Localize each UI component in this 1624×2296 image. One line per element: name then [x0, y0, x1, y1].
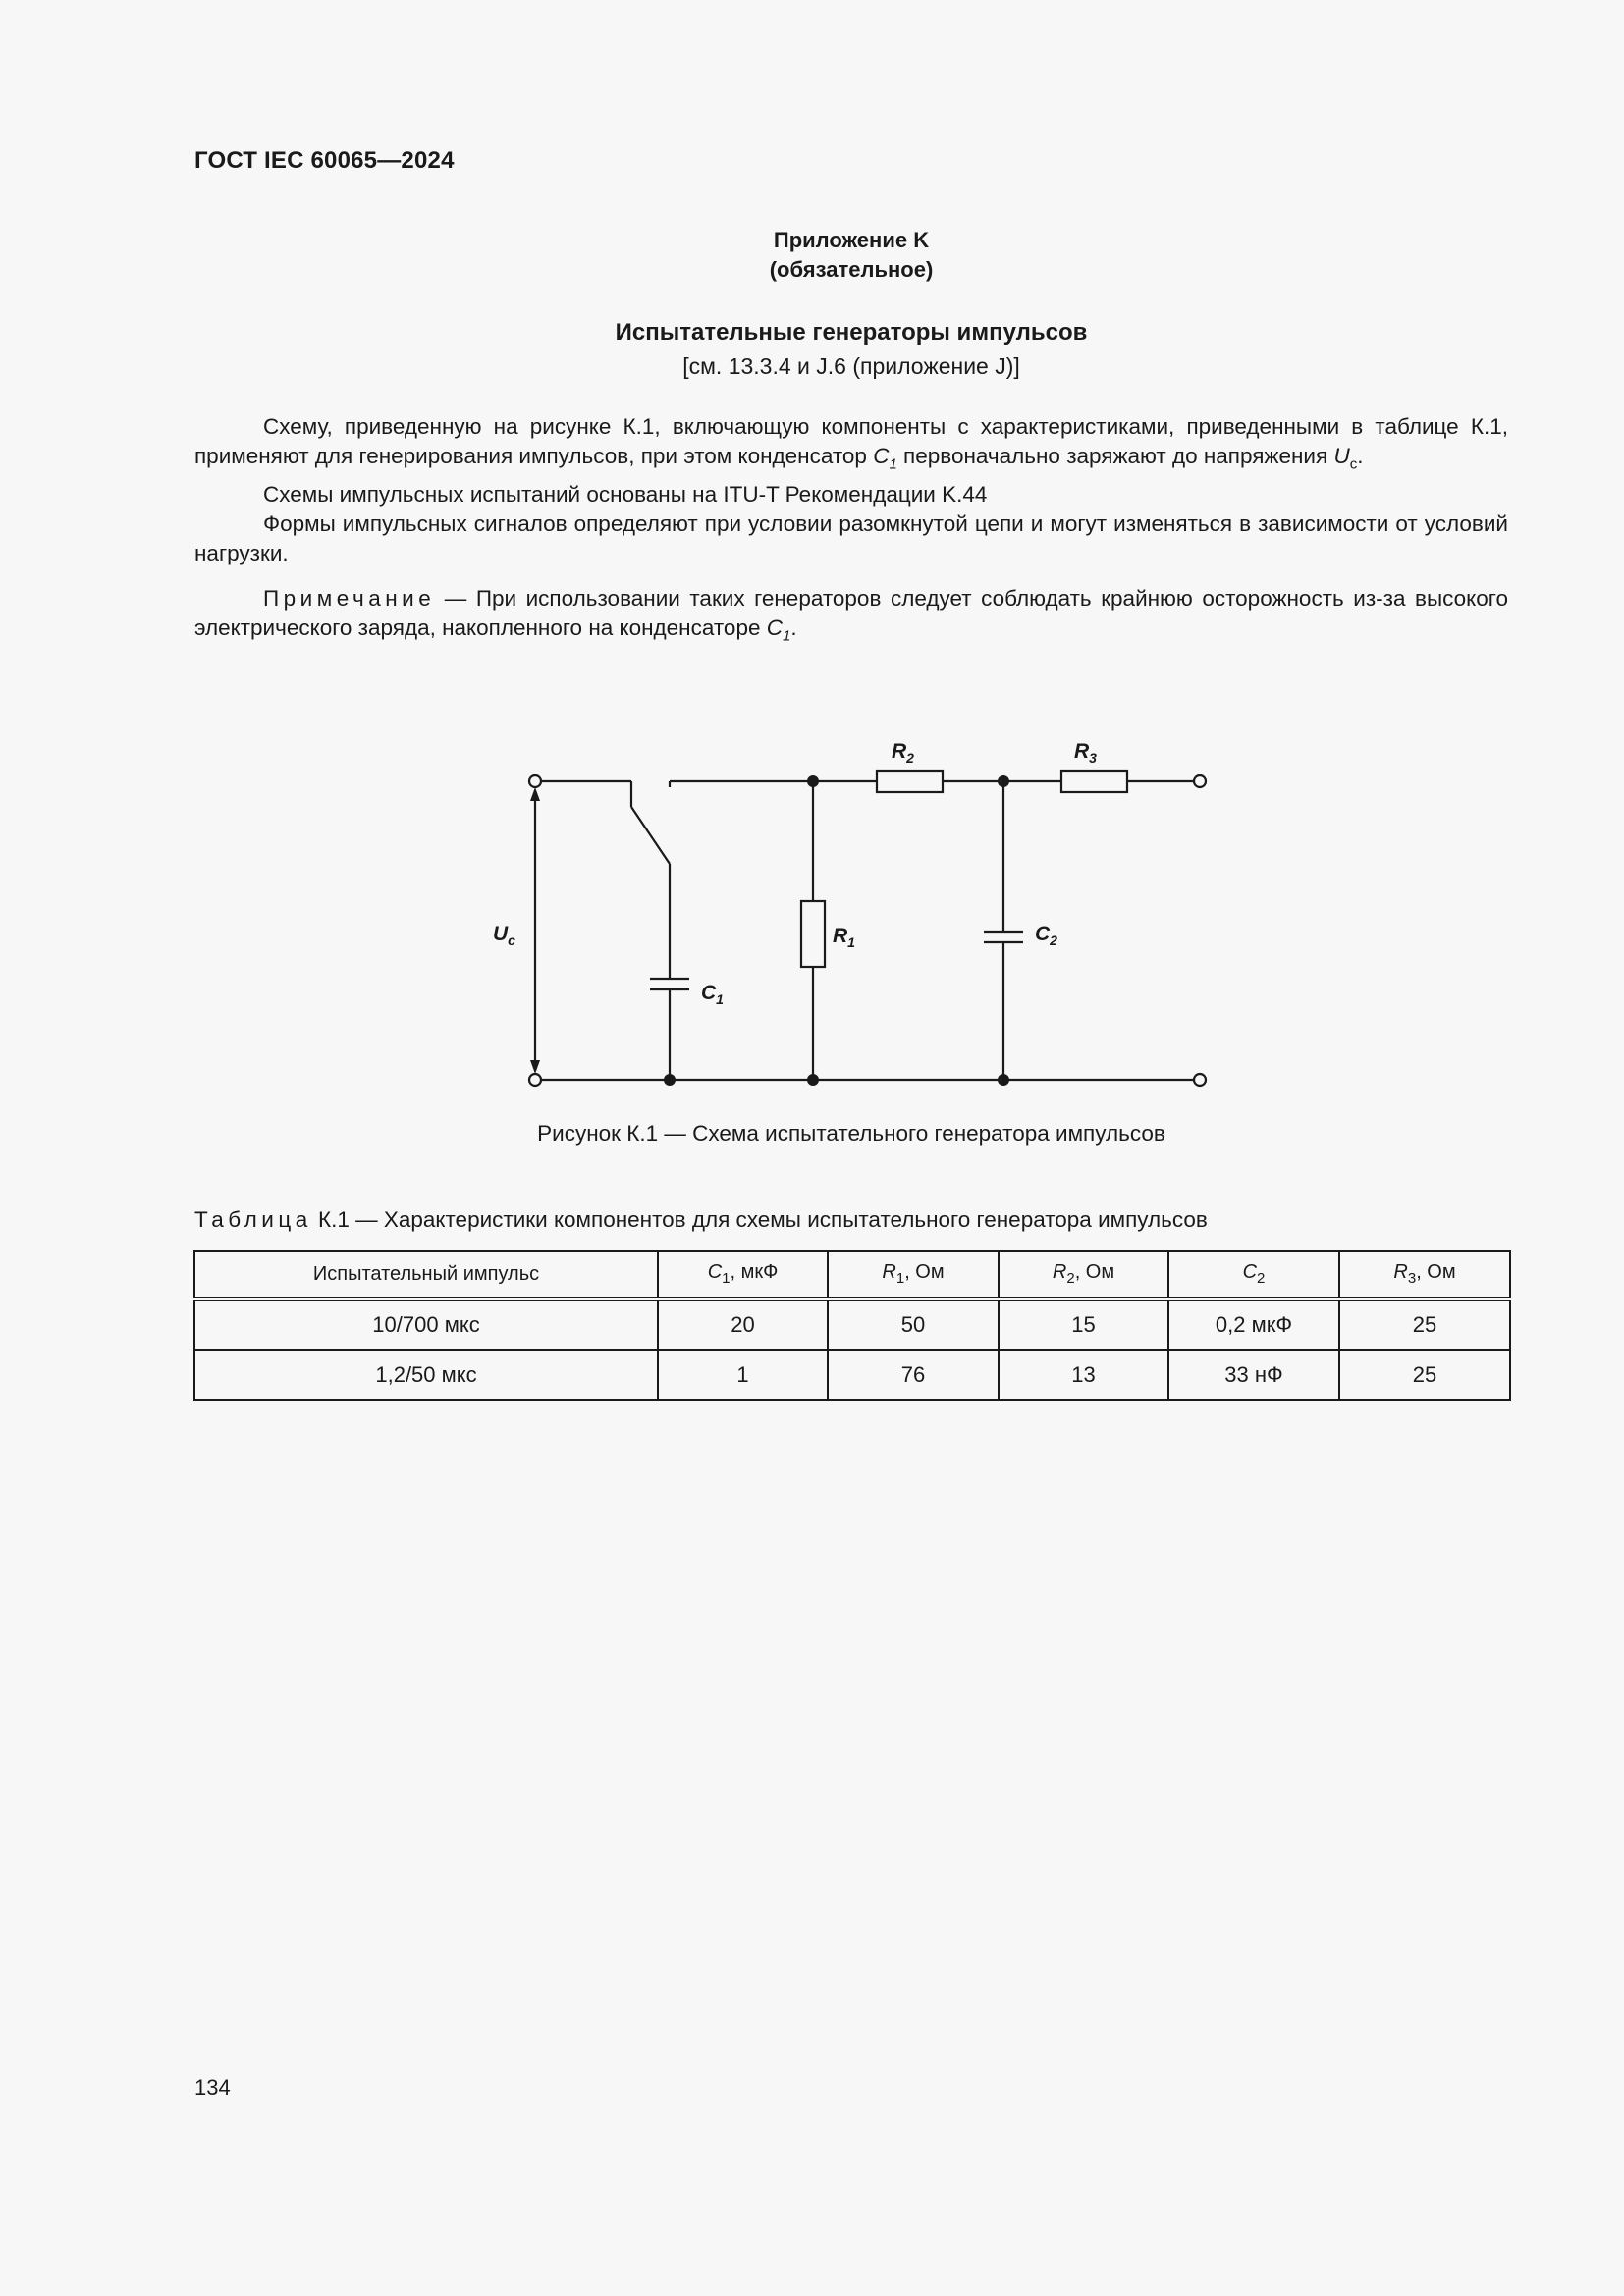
table-cell: 15: [999, 1299, 1168, 1350]
header-r1: $R_1$, Ом: [828, 1251, 999, 1299]
label-uc: $U_c$: [493, 923, 515, 948]
table-cell: 76: [828, 1350, 999, 1400]
paragraph-1-text-b: первоначально заряжают до напряжения: [896, 444, 1334, 468]
paragraph-1: Схему, приведенную на рисунке К.1, включающую компоненты с характеристиками, приведенными в таблице К.1, применяют для генерирования импульсов, при этом конденсатор $C_1$ первоначально заряжают до напряжения $U_c$.: [194, 414, 1508, 473]
appendix-title: Приложение K: [773, 228, 930, 252]
appendix-heading: [194, 226, 1508, 285]
section-reference: [см. 13.3.4 и J.6 (приложение J)]: [682, 353, 1020, 379]
symbol-uc: U: [1333, 444, 1350, 468]
label-r2: $R_2$: [892, 740, 914, 766]
circuit-figure: [481, 726, 1227, 1119]
table-cell: 13: [999, 1350, 1168, 1400]
label-c2: $C_2$: [1035, 923, 1057, 948]
figure-caption: Рисунок К.1 — Схема испытательного генератора импульсов: [537, 1121, 1165, 1146]
junction-c2-bottom: [998, 1074, 1009, 1086]
table-caption-label: Таблица: [194, 1207, 312, 1232]
junction-r1-bottom: [807, 1074, 819, 1086]
uc-arrow-down: [530, 1060, 540, 1074]
table-cell: 1: [658, 1350, 828, 1400]
table-header-row: [194, 1251, 1510, 1299]
r3-resistor: [1061, 771, 1127, 792]
terminal-top-left: [529, 775, 541, 787]
appendix-status: (обязательное): [769, 257, 934, 282]
terminal-bottom-left: [529, 1074, 541, 1086]
uc-arrow-up: [530, 787, 540, 801]
header-c2: $C_2$: [1168, 1251, 1339, 1299]
components-table-wrapper: [193, 1250, 1509, 1401]
table-caption: [194, 1207, 1208, 1233]
header-test-impulse: Испытательный импульс: [194, 1251, 658, 1299]
label-r3: $R_3$: [1074, 740, 1097, 766]
header-c1: $C_1$, мкФ: [658, 1251, 828, 1299]
label-r1: $R_1$: [833, 925, 855, 950]
page-number: 134: [194, 2075, 231, 2100]
circuit-diagram: [481, 726, 1227, 1119]
section-heading: [194, 316, 1508, 383]
section-title: Испытательные генераторы импульсов: [615, 319, 1088, 346]
header-r3: $R_3$, Ом: [1339, 1251, 1510, 1299]
table-cell: 0,2 мкФ: [1168, 1299, 1339, 1350]
components-table: [193, 1250, 1511, 1401]
header-r2: $R_2$, Ом: [999, 1251, 1168, 1299]
table-cell: 25: [1339, 1350, 1510, 1400]
paragraph-1-text-a: Схему, приведенную на рисунке К.1, включающую компоненты с характеристиками, приведенными в таблице К.1, применяют для генерирования импульсов, при этом конденсатор: [194, 414, 1508, 468]
symbol-uc-sub: c: [1349, 455, 1358, 473]
note: Примечание — При использовании таких генераторов следует соблюдать крайнюю осторожность из-за высокого электрического заряда, накопленного на конденсаторе $C_1$.: [194, 585, 1508, 644]
junction-c2-top: [998, 775, 1009, 787]
table-cell: 10/700 мкс: [194, 1299, 658, 1350]
label-c1: $C_1$: [701, 982, 724, 1007]
terminal-top-right: [1194, 775, 1206, 787]
table-row: [194, 1350, 1510, 1400]
table-cell: 50: [828, 1299, 999, 1350]
table-cell: 25: [1339, 1299, 1510, 1350]
table-caption-text: К.1 — Характеристики компонентов для схемы испытательного генератора импульсов: [311, 1207, 1208, 1232]
table-row: [194, 1299, 1510, 1350]
junction-r1-top: [807, 775, 819, 787]
paragraph-2: Схемы импульсных испытаний основаны на ITU-T Рекомендации K.44: [263, 481, 988, 507]
table-cell: 33 нФ: [1168, 1350, 1339, 1400]
junction-c1-bottom: [664, 1074, 676, 1086]
r2-resistor: [877, 771, 943, 792]
table-cell: 1,2/50 мкс: [194, 1350, 658, 1400]
paragraph-3: Формы импульсных сигналов определяют при условии разомкнутой цепи и могут изменяться в зависимости от условий нагрузки.: [194, 510, 1508, 565]
body-text: [194, 412, 1508, 651]
document-id: ГОСТ IEC 60065—2024: [194, 147, 455, 174]
note-label: Примечание: [263, 585, 436, 611]
symbol-c1: $C_1$: [873, 444, 897, 473]
switch-blade: [631, 807, 670, 864]
r1-resistor: [801, 901, 825, 967]
symbol-c1-note: $C_1$: [766, 614, 791, 644]
note-text: — При использовании таких генераторов следует соблюдать крайнюю осторожность из-за высокого электрического заряда, накопленного на конденсаторе: [194, 585, 1508, 640]
terminal-bottom-right: [1194, 1074, 1206, 1086]
table-cell: 20: [658, 1299, 828, 1350]
